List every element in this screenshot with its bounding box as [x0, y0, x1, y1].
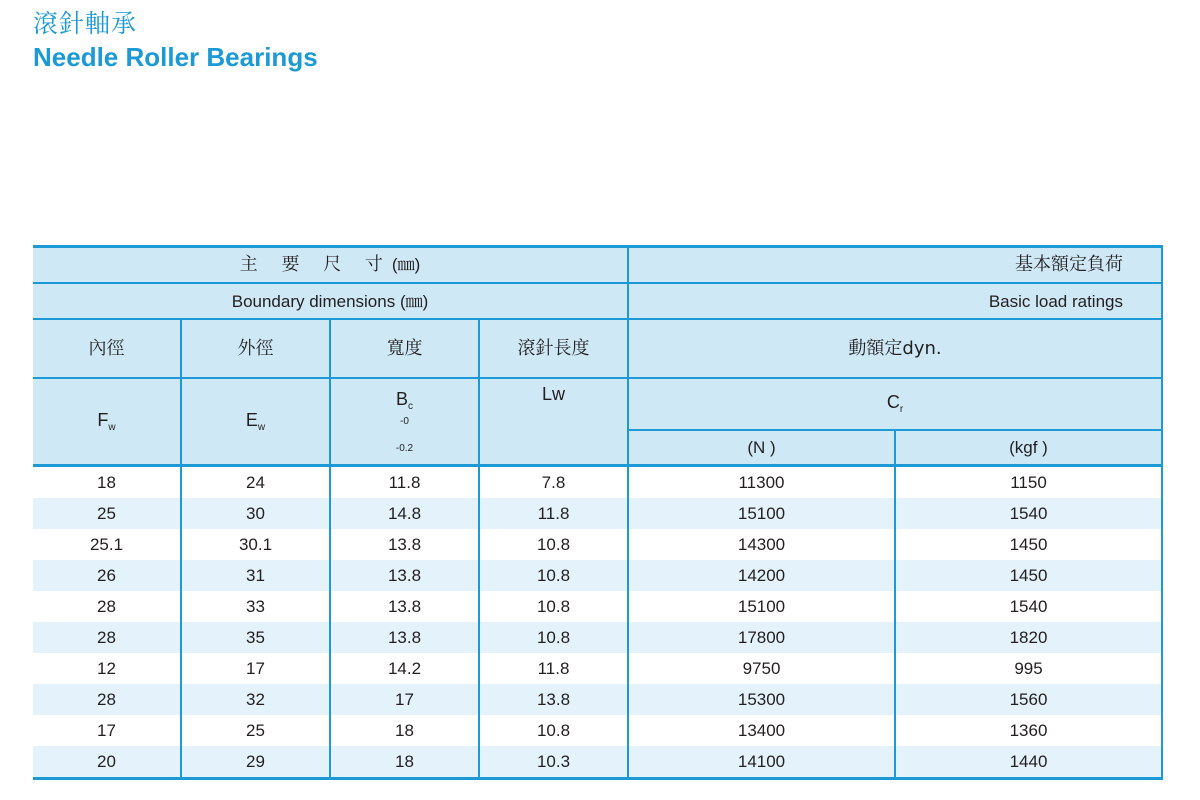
cell-cr-n: 15100	[628, 591, 895, 622]
col-outer-cn	[181, 319, 330, 378]
cell-lw: 7.8	[479, 466, 628, 499]
cell-lw: 10.8	[479, 560, 628, 591]
table-row	[33, 498, 1162, 529]
cr-symbol: C	[886, 392, 900, 412]
bc-symbol: B	[395, 388, 408, 409]
cell-ew: 30	[181, 498, 330, 529]
cell-lw: 11.8	[479, 498, 628, 529]
table-row	[33, 653, 1162, 684]
cell-bc: 13.8	[330, 622, 479, 653]
cell-lw: 10.8	[479, 591, 628, 622]
cell-fw: 18	[33, 466, 181, 499]
table-row	[33, 466, 1162, 499]
cell-cr-kgf: 1440	[895, 746, 1162, 779]
col-lw-symbol	[479, 378, 628, 466]
cell-lw: 10.8	[479, 529, 628, 560]
cell-bc: 14.2	[330, 653, 479, 684]
cell-ew: 29	[181, 746, 330, 779]
col-fw-symbol	[33, 378, 181, 466]
cell-ew: 24	[181, 466, 330, 499]
cell-lw: 10.8	[479, 622, 628, 653]
cell-bc: 18	[330, 746, 479, 779]
cell-cr-kgf: 1150	[895, 466, 1162, 499]
bc-tolerance-upper: -0	[400, 415, 409, 427]
cell-bc: 18	[330, 715, 479, 746]
col-length-cn	[479, 319, 628, 378]
table-row	[33, 715, 1162, 746]
cell-cr-n: 11300	[628, 466, 895, 499]
cell-cr-n: 15300	[628, 684, 895, 715]
cell-fw: 28	[33, 684, 181, 715]
cell-lw: 10.3	[479, 746, 628, 779]
cell-bc: 13.8	[330, 560, 479, 591]
cell-cr-kgf: 1360	[895, 715, 1162, 746]
cell-cr-n: 14300	[628, 529, 895, 560]
cell-ew: 32	[181, 684, 330, 715]
cell-cr-kgf: 1450	[895, 560, 1162, 591]
cell-fw: 25.1	[33, 529, 181, 560]
table-body	[33, 466, 1162, 779]
unit-kgf: (kgf )	[895, 430, 1162, 466]
cell-lw: 11.8	[479, 653, 628, 684]
ratings-header-cn-label: 基本額定負荷	[1015, 254, 1123, 275]
col-width-cn	[330, 319, 479, 378]
cell-lw: 13.8	[479, 684, 628, 715]
cell-bc: 17	[330, 684, 479, 715]
table-row	[33, 529, 1162, 560]
dims-header-en: Boundary dimensions (㎜)	[33, 283, 628, 319]
bearing-spec-table	[33, 245, 1163, 780]
ratings-header-en: Basic load ratings	[628, 283, 1162, 319]
dims-header-cn-label: 主 要 尺 寸	[239, 254, 392, 275]
cell-lw: 10.8	[479, 715, 628, 746]
cell-ew: 17	[181, 653, 330, 684]
cell-fw: 28	[33, 591, 181, 622]
cell-fw: 26	[33, 560, 181, 591]
cell-fw: 20	[33, 746, 181, 779]
col-cr-symbol	[628, 378, 1162, 430]
cell-ew: 25	[181, 715, 330, 746]
ratings-header-cn	[628, 247, 1162, 284]
page-title-chinese: 滾針軸承	[33, 9, 138, 38]
cell-cr-n: 15100	[628, 498, 895, 529]
cell-bc: 11.8	[330, 466, 479, 499]
ew-symbol: E	[245, 409, 258, 430]
lw-symbol: Lw	[541, 384, 565, 404]
cell-cr-n: 14200	[628, 560, 895, 591]
cell-bc: 14.8	[330, 498, 479, 529]
col-width-cn-label: 寬度	[386, 337, 423, 359]
cell-fw: 25	[33, 498, 181, 529]
fw-subscript: w	[108, 421, 116, 433]
col-bc-symbol	[330, 378, 479, 466]
cell-fw: 12	[33, 653, 181, 684]
table-row	[33, 591, 1162, 622]
cell-ew: 33	[181, 591, 330, 622]
bc-tolerance-lower: -0.2	[395, 442, 414, 454]
cell-cr-kgf: 1450	[895, 529, 1162, 560]
col-length-cn-label: 滾針長度	[517, 337, 590, 359]
page-title: Needle Roller Bearings	[33, 42, 318, 72]
cell-cr-kgf: 995	[895, 653, 1162, 684]
table-row	[33, 746, 1162, 779]
cell-cr-n: 14100	[628, 746, 895, 779]
col-outer-cn-label: 外徑	[237, 337, 274, 359]
ew-subscript: w	[257, 421, 266, 433]
table-row	[33, 560, 1162, 591]
table-row	[33, 684, 1162, 715]
col-inner-cn-label: 內徑	[88, 337, 125, 359]
unit-newton: (N )	[628, 430, 895, 466]
cell-cr-n: 13400	[628, 715, 895, 746]
col-dyn-cn	[628, 319, 1162, 378]
cell-ew: 31	[181, 560, 330, 591]
dims-header-cn	[33, 247, 628, 284]
cell-ew: 35	[181, 622, 330, 653]
cell-fw: 28	[33, 622, 181, 653]
col-inner-cn	[33, 319, 181, 378]
table-row	[33, 622, 1162, 653]
cell-bc: 13.8	[330, 529, 479, 560]
cell-cr-kgf: 1560	[895, 684, 1162, 715]
cell-ew: 30.1	[181, 529, 330, 560]
cell-cr-n: 17800	[628, 622, 895, 653]
dims-header-unit: (㎜)	[391, 255, 421, 274]
cell-cr-kgf: 1540	[895, 591, 1162, 622]
table-header	[33, 247, 1162, 466]
fw-symbol: F	[97, 409, 109, 430]
cell-bc: 13.8	[330, 591, 479, 622]
cell-cr-kgf: 1820	[895, 622, 1162, 653]
cell-fw: 17	[33, 715, 181, 746]
cr-subscript: r	[899, 404, 904, 415]
cell-cr-kgf: 1540	[895, 498, 1162, 529]
col-ew-symbol	[181, 378, 330, 466]
bc-subscript: c	[408, 400, 413, 412]
cell-cr-n: 9750	[628, 653, 895, 684]
col-dyn-cn-label: 動額定dyn.	[848, 337, 942, 359]
